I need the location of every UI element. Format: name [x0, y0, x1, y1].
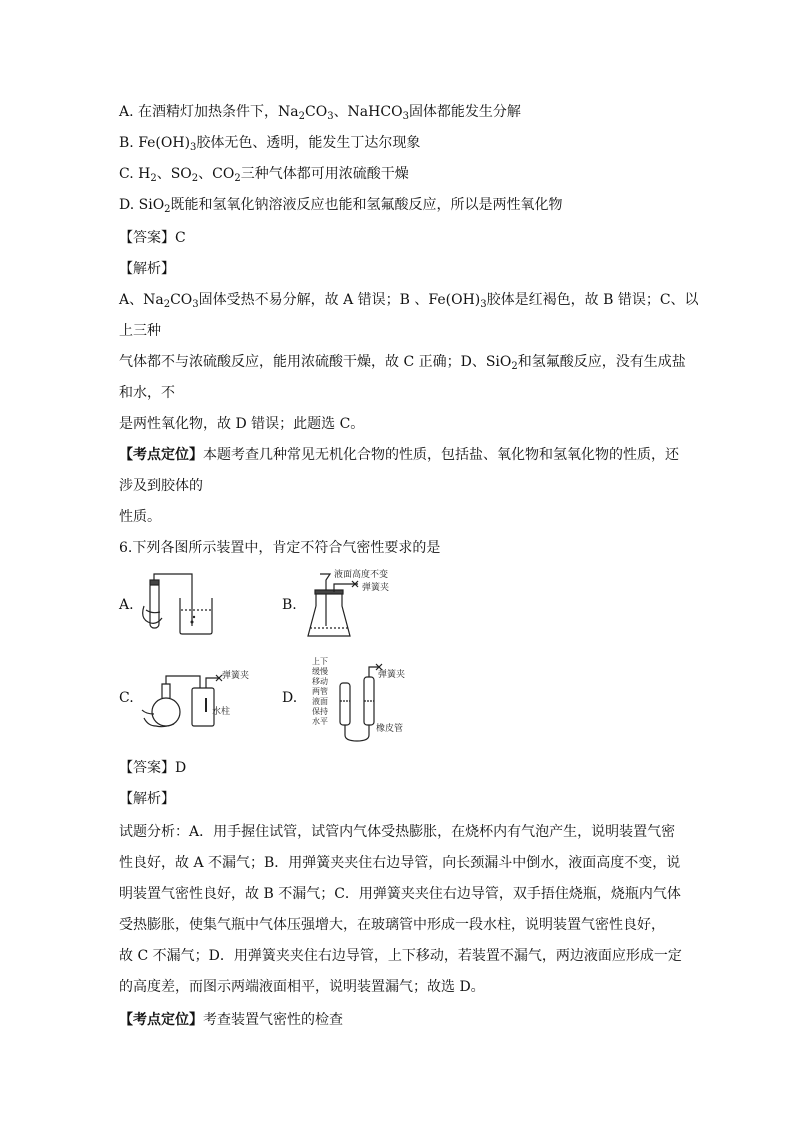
q5-analysis-heading: 【解析】	[119, 261, 175, 277]
fig-d-note-4: 两管	[312, 687, 328, 696]
q5-key-point-line-3: 性质。	[119, 509, 161, 525]
q5-analysis-line-1: A、$Na_2CO_3$固体受热不易分解，故 A 错误；B 、$Fe(OH)_3$胶体是红褐色，故 B 错误；C、以	[119, 292, 699, 310]
q6-analysis-line-1: 试题分析：A．用手握住试管，试管内气体受热膨胀，在烧杯内有气泡产生，说明装置气密	[119, 824, 676, 840]
q6-analysis-line-6: 的高度差，而图示两端液面相平，说明装置漏气；故选 D。	[119, 979, 485, 995]
q5-analysis-line-5: 是两性氧化物，故 D 错误；此题选 C。	[119, 416, 365, 432]
q6-analysis-heading: 【解析】	[119, 791, 175, 807]
figure-label-b: B.	[282, 597, 297, 613]
option-d: D. SiO$_2$既能和氢氧化钠溶液反应也能和氢氟酸反应，所以是两性氧化物	[119, 197, 563, 215]
figure-d-apparatus	[310, 655, 420, 745]
fig-d-note-7: 水平	[312, 717, 328, 726]
q6-analysis-line-5: 故 C 不漏气；D．用弹簧夹夹住右边导管，上下移动，若装置不漏气，两边液面应形成一定	[119, 948, 682, 964]
fig-d-note-6: 保持	[312, 707, 328, 716]
figure-a-apparatus	[140, 570, 240, 638]
fig-d-tube-label: 橡皮管	[376, 724, 404, 734]
q5-analysis-line-2: 上三种	[119, 323, 161, 339]
figure-b-apparatus	[300, 566, 420, 644]
q5-key-point: 【考点定位】本题考查几种常见无机化合物的性质，包括盐、氧化物和氢氧化物的性质，还	[119, 447, 679, 463]
q6-answer: 【答案】D	[119, 760, 187, 776]
q5-key-point-line-2: 涉及到胶体的	[119, 478, 203, 494]
figure-label-d: D.	[282, 690, 298, 706]
option-c: C. $H_2$、$SO_2$、$CO_2$三种气体都可用浓硫酸干燥	[119, 166, 409, 184]
fig-c-clamp-label: 弹簧夹	[222, 671, 250, 681]
q6-stem: 6.下列各图所示装置中，肯定不符合气密性要求的是	[119, 540, 441, 556]
q5-answer: 【答案】C	[119, 230, 186, 246]
option-b: B. $Fe(OH)_3$胶体无色、透明，能发生丁达尔现象	[119, 135, 421, 153]
fig-d-clamp-label: 弹簧夹	[378, 670, 406, 680]
fig-d-note-5: 液面	[312, 697, 328, 706]
figure-label-c: C.	[119, 690, 134, 706]
q6-analysis-line-4: 受热膨胀，使集气瓶中气体压强增大，在玻璃管中形成一段水柱，说明装置气密性良好，	[119, 917, 665, 933]
fig-d-note-3: 移动	[312, 677, 328, 686]
q5-analysis-line-4: 和水，不	[119, 385, 175, 401]
q5-analysis-line-3: 气体都不与浓硫酸反应，能用浓硫酸干燥，故 C 正确；D、SiO$_2$和氢氟酸反应，没有生成盐	[119, 354, 686, 372]
figure-label-a: A.	[119, 597, 134, 613]
option-a: A. 在酒精灯加热条件下，$Na_2CO_3$、NaHCO$_3$固体都能发生分解	[119, 104, 521, 122]
figure-c-apparatus	[140, 668, 250, 732]
q6-analysis-line-3: 明装置气密性良好，故 B 不漏气；C．用弹簧夹夹住右边导管，双手捂住烧瓶，烧瓶内气体	[119, 886, 681, 902]
fig-d-note-2: 缓慢	[312, 667, 328, 676]
fig-d-note-1: 上下	[312, 657, 328, 666]
fig-b-top-label: 液面高度不变	[334, 570, 389, 580]
q6-key-point: 【考点定位】考查装置气密性的检查	[119, 1012, 343, 1028]
q6-analysis-line-2: 性良好，故 A 不漏气；B．用弹簧夹夹住右边导管，向长颈漏斗中倒水，液面高度不变，说	[119, 855, 681, 871]
fig-c-water-label: 水柱	[212, 707, 231, 717]
fig-b-clamp-label: 弹簧夹	[362, 583, 390, 593]
